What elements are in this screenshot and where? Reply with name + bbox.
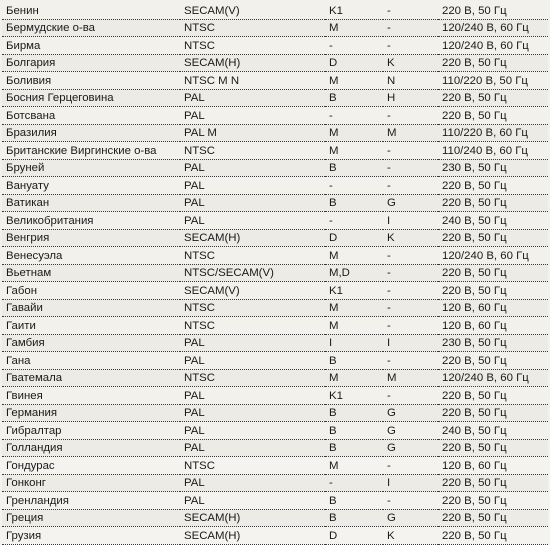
- table-row: [2, 527, 548, 545]
- tv-system-cell: PAL: [180, 107, 325, 125]
- table-row: [2, 264, 548, 282]
- mains-power-cell: 220 В, 50 Гц: [438, 509, 548, 527]
- country-cell: Британские Виргинские о-ва: [2, 142, 180, 160]
- mains-power-cell: 110/240 В, 60 Гц: [438, 142, 548, 160]
- country-cell: Бруней: [2, 159, 180, 177]
- broadcast-standard-2-cell: G: [383, 439, 438, 457]
- tv-system-cell: PAL: [180, 474, 325, 492]
- broadcast-standard-1-cell: B: [325, 492, 383, 510]
- broadcast-standard-1-cell: B: [325, 404, 383, 422]
- broadcast-standard-2-cell: I: [383, 212, 438, 230]
- tv-system-cell: SECAM(V): [180, 2, 325, 19]
- tv-system-cell: NTSC: [180, 142, 325, 160]
- country-cell: Венгрия: [2, 229, 180, 247]
- table-row: [2, 404, 548, 422]
- table-row: [2, 299, 548, 317]
- broadcast-standard-1-cell: -: [325, 212, 383, 230]
- broadcast-standard-2-cell: -: [383, 264, 438, 282]
- country-cell: Бразилия: [2, 124, 180, 142]
- table-row: [2, 177, 548, 195]
- broadcast-standard-1-cell: -: [325, 474, 383, 492]
- mains-power-cell: 220 В, 50 Гц: [438, 527, 548, 545]
- mains-power-cell: 120 В, 60 Гц: [438, 317, 548, 335]
- table-row: [2, 194, 548, 212]
- mains-power-cell: 220 В, 50 Гц: [438, 264, 548, 282]
- broadcast-standard-1-cell: M: [325, 124, 383, 142]
- broadcast-standard-2-cell: -: [383, 387, 438, 405]
- tv-system-cell: NTSC: [180, 317, 325, 335]
- broadcast-standard-1-cell: M: [325, 247, 383, 265]
- country-cell: Бенин: [2, 2, 180, 19]
- mains-power-cell: 240 В, 50 Гц: [438, 422, 548, 440]
- table-row: [2, 89, 548, 107]
- country-cell: Вануату: [2, 177, 180, 195]
- mains-power-cell: 220 В, 50 Гц: [438, 404, 548, 422]
- broadcast-standard-2-cell: G: [383, 194, 438, 212]
- mains-power-cell: 220 В, 50 Гц: [438, 89, 548, 107]
- broadcast-standard-2-cell: K: [383, 229, 438, 247]
- broadcast-standard-2-cell: -: [383, 19, 438, 37]
- table-row: [2, 229, 548, 247]
- tv-system-cell: NTSC/SECAM(V): [180, 264, 325, 282]
- country-cell: Габон: [2, 282, 180, 300]
- table-row: [2, 422, 548, 440]
- broadcast-standard-1-cell: -: [325, 37, 383, 55]
- broadcast-standard-1-cell: D: [325, 54, 383, 72]
- broadcast-standard-2-cell: -: [383, 177, 438, 195]
- country-cell: Венесуэла: [2, 247, 180, 265]
- broadcast-standard-2-cell: -: [383, 142, 438, 160]
- table-row: [2, 247, 548, 265]
- broadcast-standard-1-cell: I: [325, 334, 383, 352]
- broadcast-standard-2-cell: I: [383, 474, 438, 492]
- mains-power-cell: 120 В, 60 Гц: [438, 457, 548, 475]
- mains-power-cell: 120/240 В, 60 Гц: [438, 19, 548, 37]
- country-cell: Босния Герцеговина: [2, 89, 180, 107]
- broadcast-standard-1-cell: B: [325, 509, 383, 527]
- broadcast-standard-2-cell: M: [383, 369, 438, 387]
- broadcast-standard-1-cell: B: [325, 194, 383, 212]
- broadcast-standard-1-cell: M: [325, 457, 383, 475]
- table-row: [2, 72, 548, 90]
- broadcast-standard-1-cell: M,D: [325, 264, 383, 282]
- mains-power-cell: 220 В, 50 Гц: [438, 352, 548, 370]
- broadcast-standard-1-cell: M: [325, 142, 383, 160]
- table-row: [2, 19, 548, 37]
- tv-system-cell: PAL: [180, 334, 325, 352]
- mains-power-cell: 120/240 В, 60 Гц: [438, 37, 548, 55]
- tv-standards-table: [2, 2, 548, 545]
- country-cell: Гватемала: [2, 369, 180, 387]
- tv-system-cell: SECAM(H): [180, 509, 325, 527]
- broadcast-standard-1-cell: D: [325, 229, 383, 247]
- broadcast-standard-2-cell: -: [383, 159, 438, 177]
- tv-system-cell: PAL: [180, 422, 325, 440]
- broadcast-standard-1-cell: M: [325, 317, 383, 335]
- broadcast-standard-2-cell: -: [383, 317, 438, 335]
- table-row: [2, 387, 548, 405]
- broadcast-standard-1-cell: K1: [325, 282, 383, 300]
- broadcast-standard-1-cell: B: [325, 439, 383, 457]
- broadcast-standard-1-cell: K1: [325, 2, 383, 19]
- tv-system-cell: NTSC: [180, 37, 325, 55]
- table-row: [2, 492, 548, 510]
- country-cell: Ватикан: [2, 194, 180, 212]
- broadcast-standard-2-cell: -: [383, 282, 438, 300]
- tv-system-cell: PAL: [180, 159, 325, 177]
- table-row: [2, 439, 548, 457]
- table-row: [2, 369, 548, 387]
- broadcast-standard-2-cell: K: [383, 527, 438, 545]
- tv-system-cell: NTSC: [180, 19, 325, 37]
- mains-power-cell: 110/220 В, 60 Гц: [438, 124, 548, 142]
- mains-power-cell: 230 В, 50 Гц: [438, 159, 548, 177]
- country-cell: Гана: [2, 352, 180, 370]
- broadcast-standard-2-cell: -: [383, 37, 438, 55]
- country-cell: Греция: [2, 509, 180, 527]
- country-cell: Германия: [2, 404, 180, 422]
- tv-system-cell: NTSC: [180, 299, 325, 317]
- country-cell: Гондурас: [2, 457, 180, 475]
- broadcast-standard-1-cell: M: [325, 299, 383, 317]
- country-cell: Гавайи: [2, 299, 180, 317]
- tv-system-cell: PAL: [180, 404, 325, 422]
- mains-power-cell: 220 В, 50 Гц: [438, 229, 548, 247]
- broadcast-standard-2-cell: -: [383, 352, 438, 370]
- tv-system-cell: PAL: [180, 194, 325, 212]
- country-cell: Великобритания: [2, 212, 180, 230]
- table-row: [2, 317, 548, 335]
- country-cell: Ботсвана: [2, 107, 180, 125]
- country-cell: Голландия: [2, 439, 180, 457]
- mains-power-cell: 240 В, 50 Гц: [438, 212, 548, 230]
- broadcast-standard-2-cell: -: [383, 2, 438, 19]
- broadcast-standard-2-cell: G: [383, 422, 438, 440]
- broadcast-standard-2-cell: -: [383, 457, 438, 475]
- table-row: [2, 352, 548, 370]
- country-cell: Гибралтар: [2, 422, 180, 440]
- mains-power-cell: 220 В, 50 Гц: [438, 177, 548, 195]
- table-row: [2, 159, 548, 177]
- mains-power-cell: 220 В, 50 Гц: [438, 2, 548, 19]
- country-cell: Грузия: [2, 527, 180, 545]
- table-row: [2, 142, 548, 160]
- mains-power-cell: 220 В, 50 Гц: [438, 107, 548, 125]
- broadcast-standard-2-cell: -: [383, 492, 438, 510]
- mains-power-cell: 220 В, 50 Гц: [438, 492, 548, 510]
- table-row: [2, 282, 548, 300]
- table-body: [2, 2, 548, 544]
- broadcast-standard-1-cell: B: [325, 422, 383, 440]
- country-cell: Боливия: [2, 72, 180, 90]
- table-row: [2, 107, 548, 125]
- mains-power-cell: 220 В, 50 Гц: [438, 282, 548, 300]
- broadcast-standard-2-cell: G: [383, 404, 438, 422]
- tv-system-cell: SECAM(H): [180, 229, 325, 247]
- mains-power-cell: 230 В, 50 Гц: [438, 334, 548, 352]
- mains-power-cell: 110/220 В, 50 Гц: [438, 72, 548, 90]
- tv-system-cell: PAL: [180, 439, 325, 457]
- mains-power-cell: 220 В, 50 Гц: [438, 387, 548, 405]
- table-row: [2, 457, 548, 475]
- tv-system-cell: PAL: [180, 177, 325, 195]
- table-row: [2, 54, 548, 72]
- tv-system-cell: SECAM(H): [180, 527, 325, 545]
- tv-system-cell: PAL: [180, 212, 325, 230]
- broadcast-standard-2-cell: H: [383, 89, 438, 107]
- tv-system-cell: NTSC: [180, 369, 325, 387]
- tv-system-cell: PAL: [180, 89, 325, 107]
- country-cell: Бирма: [2, 37, 180, 55]
- tv-system-cell: PAL: [180, 492, 325, 510]
- tv-system-cell: NTSC M N: [180, 72, 325, 90]
- broadcast-standard-1-cell: B: [325, 159, 383, 177]
- broadcast-standard-1-cell: B: [325, 352, 383, 370]
- tv-system-cell: SECAM(H): [180, 54, 325, 72]
- table-row: [2, 509, 548, 527]
- broadcast-standard-1-cell: B: [325, 89, 383, 107]
- broadcast-standard-1-cell: -: [325, 107, 383, 125]
- broadcast-standard-1-cell: M: [325, 19, 383, 37]
- broadcast-standard-1-cell: -: [325, 177, 383, 195]
- mains-power-cell: 120 В, 60 Гц: [438, 299, 548, 317]
- tv-system-cell: NTSC: [180, 457, 325, 475]
- broadcast-standard-1-cell: M: [325, 72, 383, 90]
- country-cell: Вьетнам: [2, 264, 180, 282]
- country-cell: Гренландия: [2, 492, 180, 510]
- mains-power-cell: 220 В, 50 Гц: [438, 194, 548, 212]
- broadcast-standard-2-cell: -: [383, 299, 438, 317]
- country-cell: Гамбия: [2, 334, 180, 352]
- table-row: [2, 124, 548, 142]
- tv-system-cell: PAL: [180, 387, 325, 405]
- table-row: [2, 37, 548, 55]
- tv-system-cell: SECAM(V): [180, 282, 325, 300]
- broadcast-standard-2-cell: G: [383, 509, 438, 527]
- table-row: [2, 2, 548, 19]
- broadcast-standard-1-cell: D: [325, 527, 383, 545]
- mains-power-cell: 120/240 В, 60 Гц: [438, 247, 548, 265]
- broadcast-standard-2-cell: -: [383, 107, 438, 125]
- country-cell: Болгария: [2, 54, 180, 72]
- broadcast-standard-1-cell: K1: [325, 387, 383, 405]
- table-row: [2, 334, 548, 352]
- broadcast-standard-2-cell: K: [383, 54, 438, 72]
- country-cell: Гвинея: [2, 387, 180, 405]
- country-cell: Гаити: [2, 317, 180, 335]
- tv-system-cell: PAL M: [180, 124, 325, 142]
- broadcast-standard-1-cell: M: [325, 369, 383, 387]
- mains-power-cell: 120/240 В, 60 Гц: [438, 369, 548, 387]
- tv-system-cell: NTSC: [180, 247, 325, 265]
- broadcast-standard-2-cell: I: [383, 334, 438, 352]
- mains-power-cell: 220 В, 50 Гц: [438, 54, 548, 72]
- country-cell: Гонконг: [2, 474, 180, 492]
- tv-system-cell: PAL: [180, 352, 325, 370]
- broadcast-standard-2-cell: -: [383, 247, 438, 265]
- broadcast-standard-2-cell: N: [383, 72, 438, 90]
- country-cell: Бермудские о-ва: [2, 19, 180, 37]
- table-row: [2, 474, 548, 492]
- broadcast-standard-2-cell: M: [383, 124, 438, 142]
- mains-power-cell: 220 В, 50 Гц: [438, 439, 548, 457]
- mains-power-cell: 220 В, 50 Гц: [438, 474, 548, 492]
- table-row: [2, 212, 548, 230]
